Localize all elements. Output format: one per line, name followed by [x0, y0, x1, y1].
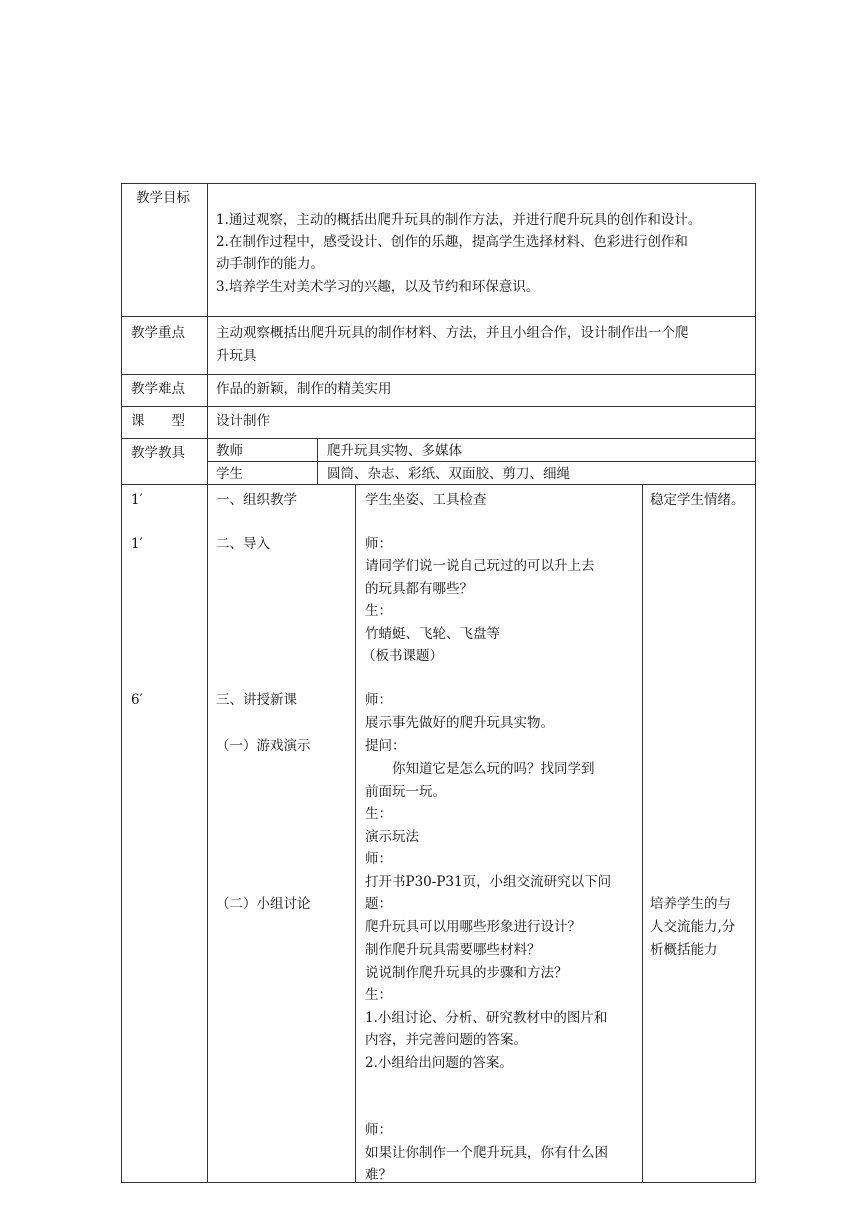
- time-mark: 1′: [131, 492, 143, 508]
- step-title: （一）游戏演示: [216, 738, 311, 754]
- content-line: 演示玩法: [365, 829, 419, 845]
- column-divider: [317, 438, 318, 484]
- step-title: 二、导入: [216, 536, 270, 552]
- row-divider: [122, 438, 755, 439]
- note-line: 稳定学生情绪。: [650, 492, 745, 508]
- content-line: 请同学们说一说自己玩过的可以升上去: [365, 558, 595, 574]
- note-line: 培养学生的与: [650, 896, 731, 912]
- content-line: 制作爬升玩具需要哪些材料？: [365, 942, 541, 958]
- content-line: 你知道它是怎么玩的吗？找同学到: [365, 761, 595, 777]
- content-line: 2.小组给出问题的答案。: [365, 1055, 513, 1071]
- step-title: 一、组织教学: [216, 492, 297, 508]
- content-line: 竹蜻蜓、飞轮、飞盘等: [365, 626, 500, 642]
- key-points-line: 主动观察概括出爬升玩具的制作材料、方法，并且小组合作，设计制作出一个爬: [216, 325, 689, 341]
- content-line: 生：: [365, 603, 392, 619]
- content-line: 如果让你制作一个爬升玩具，你有什么困: [365, 1145, 608, 1161]
- content-line: 前面玩一玩。: [365, 784, 446, 800]
- objective-item: 动手制作的能力。: [216, 256, 324, 272]
- step-title: （二）小组讨论: [216, 896, 311, 912]
- key-points-label: 教学重点: [131, 325, 185, 341]
- content-line: 生：: [365, 987, 392, 1003]
- content-line: 内容，并完善问题的答案。: [365, 1032, 527, 1048]
- content-line: 提问：: [365, 738, 406, 754]
- content-line: 难？: [365, 1167, 392, 1183]
- content-line: 师：: [365, 1122, 392, 1138]
- time-mark: 6′: [131, 692, 143, 708]
- difficulties-text: 作品的新颖，制作的精美实用: [216, 381, 392, 397]
- content-line: 展示事先做好的爬升玩具实物。: [365, 715, 554, 731]
- objectives-label: 教学目标: [136, 190, 190, 206]
- objective-item: 2.在制作过程中，感受设计、创作的乐趣，提高学生选择材料、色彩进行创作和: [216, 234, 688, 250]
- row-divider: [122, 374, 755, 375]
- note-line: 析概括能力: [650, 942, 718, 958]
- column-divider: [642, 484, 643, 1182]
- content-line: 的玩具都有哪些？: [365, 581, 473, 597]
- tools-student-label: 学生: [216, 466, 243, 482]
- difficulties-label: 教学难点: [131, 381, 185, 397]
- content-line: 打开书P30-P31页，小组交流研究以下问: [365, 874, 612, 890]
- content-line: 生：: [365, 806, 392, 822]
- objective-item: 3.培养学生对美术学习的兴趣，以及节约和环保意识。: [216, 279, 540, 295]
- content-line: 1.小组讨论、分析、研究教材中的图片和: [365, 1010, 608, 1026]
- content-line: 说说制作爬升玩具的步骤和方法？: [365, 965, 568, 981]
- tools-student-items: 圆筒、杂志、彩纸、双面胶、剪刀、细绳: [327, 466, 570, 482]
- column-divider: [355, 484, 356, 1182]
- tools-teacher-items: 爬升玩具实物、多媒体: [327, 443, 462, 459]
- lesson-type-text: 设计制作: [216, 413, 270, 429]
- content-line: （板书课题）: [362, 648, 443, 664]
- objective-item: 1.通过观察，主动的概括出爬升玩具的制作方法，并进行爬升玩具的创作和设计。: [216, 212, 702, 228]
- content-line: 师：: [365, 692, 392, 708]
- content-line: 师：: [365, 536, 392, 552]
- row-divider: [122, 316, 755, 317]
- row-divider: [208, 461, 755, 462]
- content-line: 爬升玩具可以用哪些形象进行设计？: [365, 919, 581, 935]
- time-mark: 1′: [131, 536, 143, 552]
- tools-teacher-label: 教师: [216, 443, 243, 459]
- row-divider: [122, 406, 755, 407]
- lesson-plan-table: [121, 183, 756, 1183]
- note-line: 人交流能力,分: [650, 919, 736, 935]
- content-line: 题：: [365, 896, 392, 912]
- key-points-line: 升玩具: [216, 348, 257, 364]
- column-divider: [207, 184, 208, 1182]
- step-title: 三、讲授新课: [216, 692, 297, 708]
- content-line: 学生坐姿、工具检查: [365, 492, 487, 508]
- content-line: 师：: [365, 851, 392, 867]
- tools-label: 教学教具: [131, 445, 185, 461]
- lesson-type-label: 课 型: [131, 413, 185, 429]
